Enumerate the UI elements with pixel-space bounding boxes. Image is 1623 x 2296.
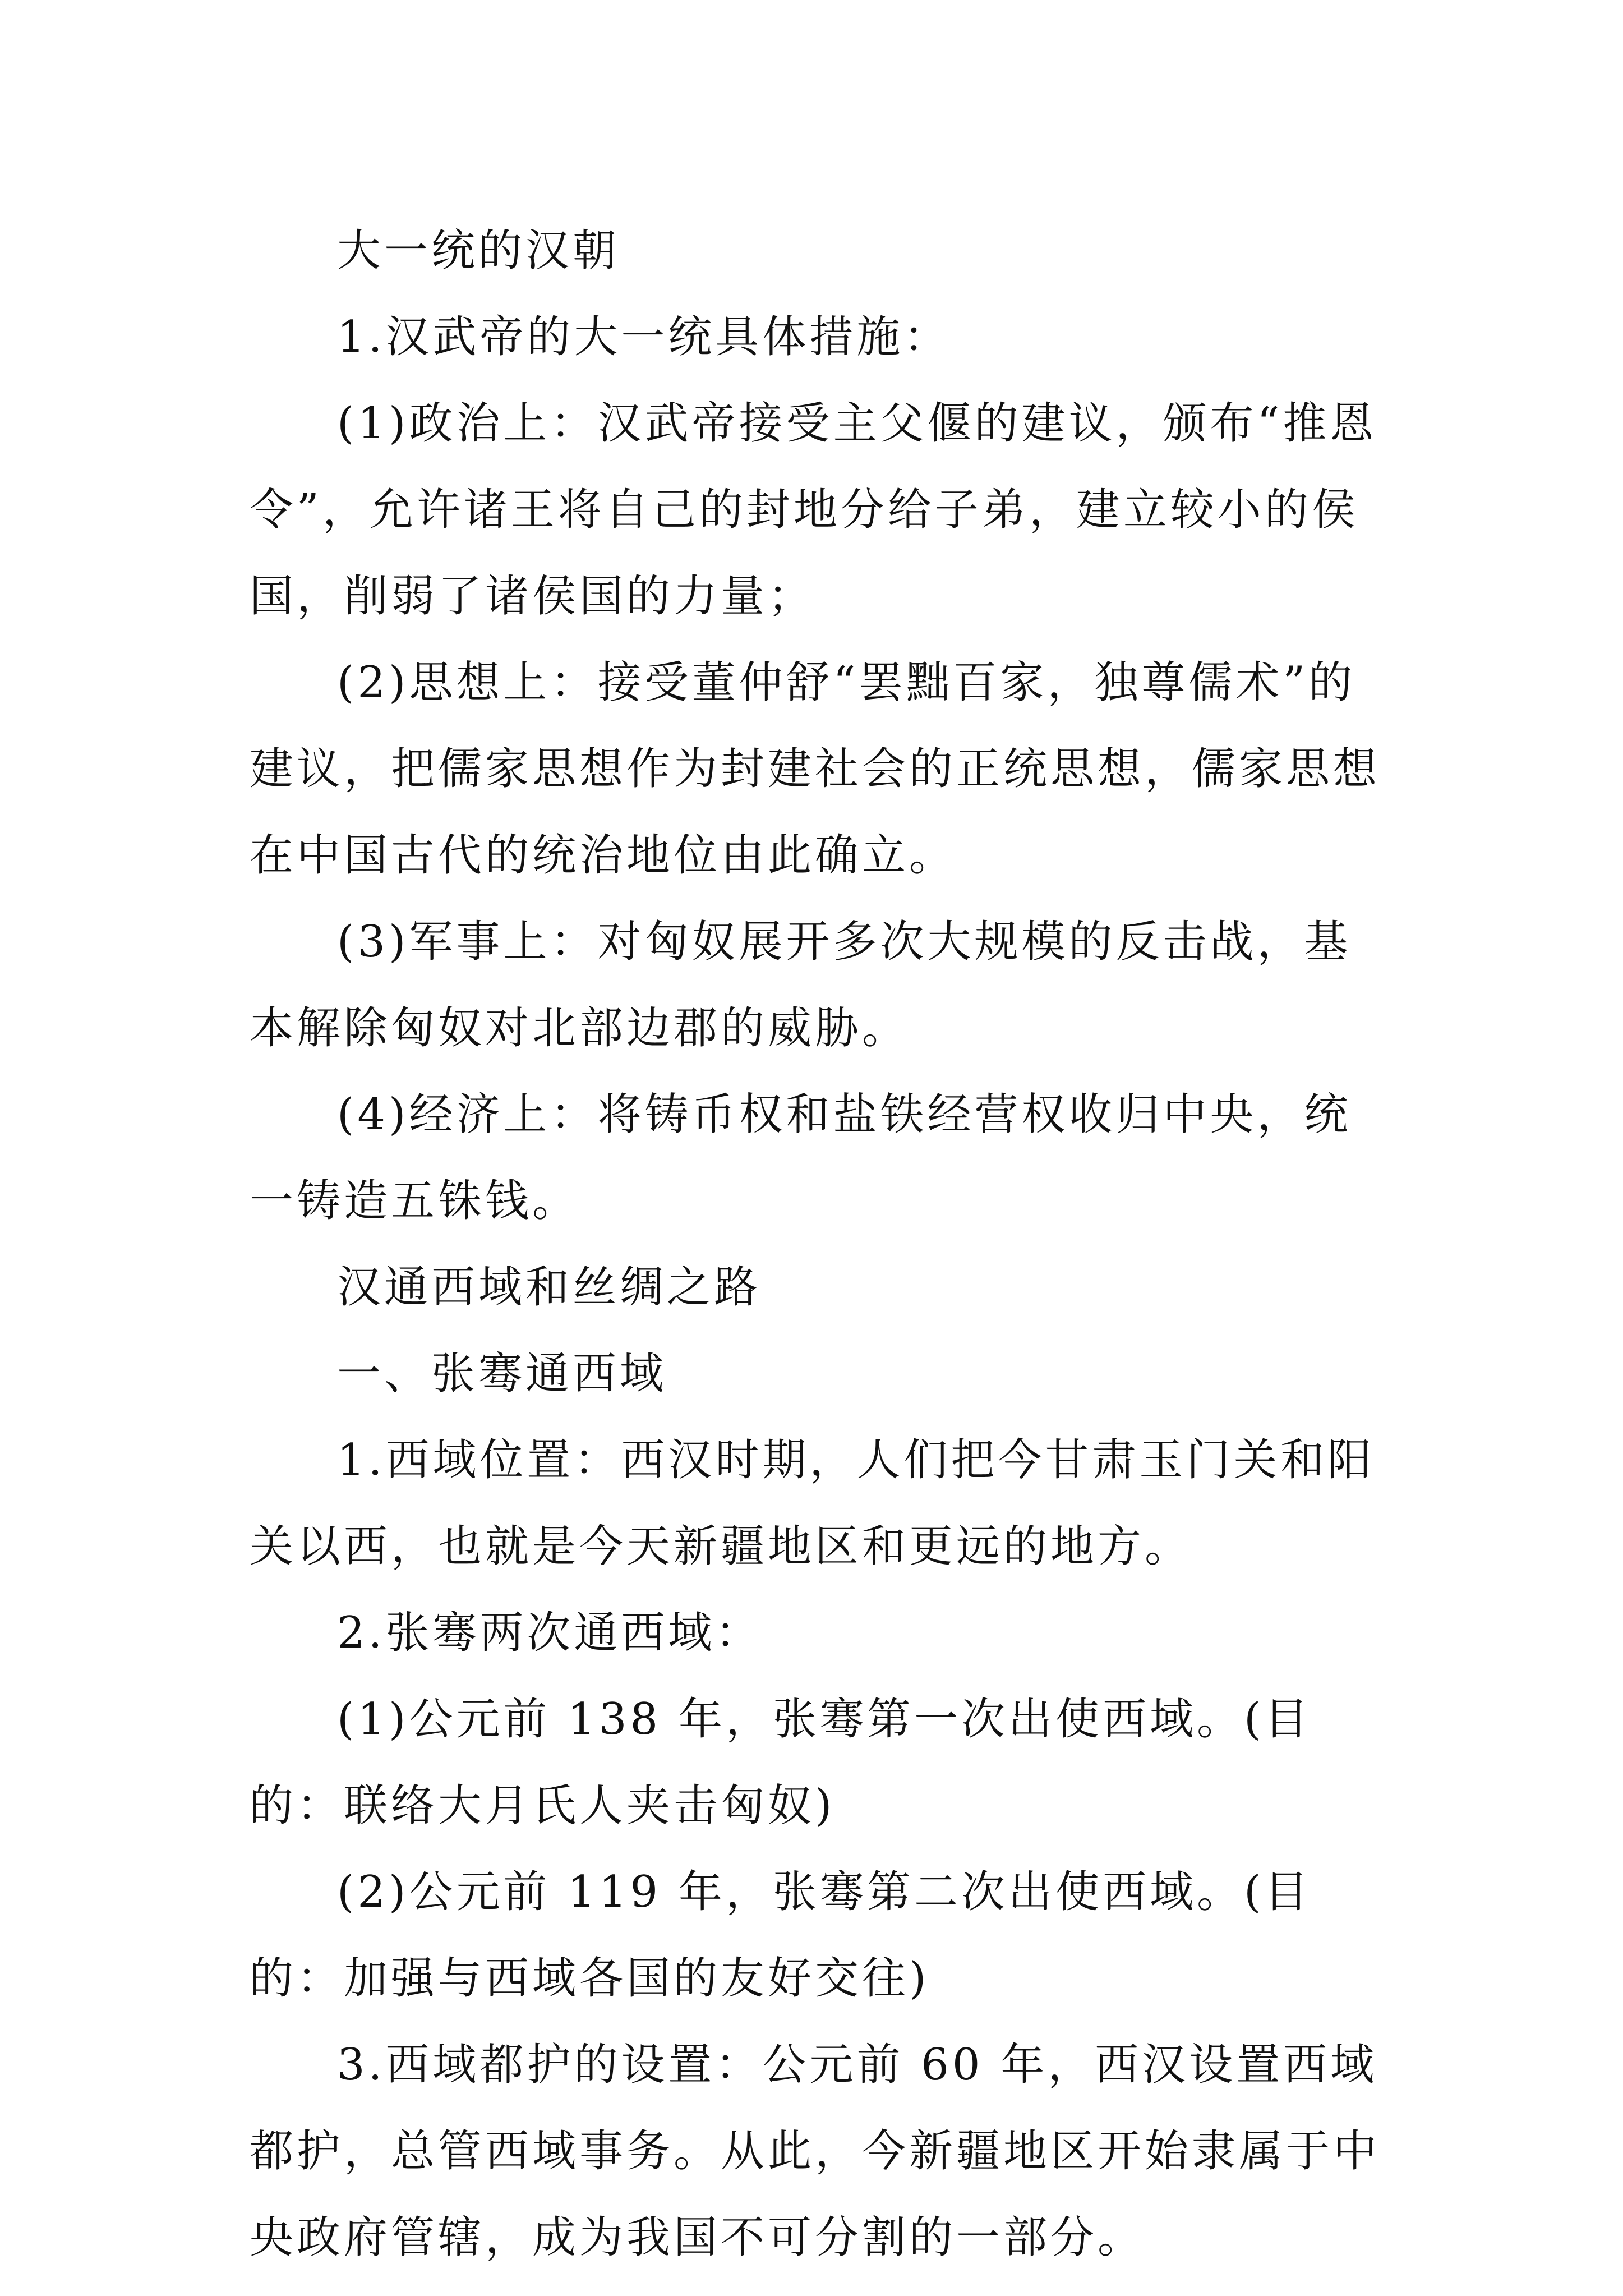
paragraph-two-missions-heading: 2.张骞两次通西域： bbox=[337, 1608, 763, 1658]
paragraph-western-regions-location: 1.西域位置：西汉时期，人们把今甘肃玉门关和阳关以西，也就是今天新疆地区和更远的地方。 bbox=[250, 1435, 1375, 1572]
subsection-heading-zhang-qian: 一、张骞通西域 bbox=[337, 1349, 667, 1399]
paragraph-measures-heading: 1.汉武帝的大一统具体措施： bbox=[337, 312, 951, 362]
paragraph-first-mission: (1)公元前 138 年，张骞第一次出使西域。(目的：联络大月氏人夹击匈奴) bbox=[250, 1694, 1312, 1831]
document-body bbox=[250, 208, 1382, 2281]
paragraph-protectorate: 3.西域都护的设置：公元前 60 年，西汉设置西域都护，总管西域事务。从此，今新疆地区开始隶属于中央政府管辖，成为我国不可分割的一部分。 bbox=[250, 2040, 1381, 2263]
section-heading-silk-road: 汉通西域和丝绸之路 bbox=[337, 1262, 762, 1313]
paragraph-ideology: (2)思想上：接受董仲舒“罢黜百家，独尊儒术”的建议，把儒家思想作为封建社会的正统思想，儒家思想在中国古代的统治地位由此确立。 bbox=[250, 657, 1381, 881]
paragraph-economy: (4)经济上：将铸币权和盐铁经营权收归中央，统一铸造五铢钱。 bbox=[250, 1089, 1352, 1226]
paragraph-military: (3)军事上：对匈奴展开多次大规模的反击战，基本解除匈奴对北部边郡的威胁。 bbox=[250, 917, 1352, 1053]
section-heading-han-unification: 大一统的汉朝 bbox=[337, 226, 620, 276]
paragraph-politics: (1)政治上：汉武帝接受主父偃的建议，颁布“推恩令”，允许诸王将自己的封地分给子弟，建立较小的侯国，削弱了诸侯国的力量； bbox=[250, 398, 1377, 622]
paragraph-second-mission: (2)公元前 119 年，张骞第二次出使西域。(目的：加强与西域各国的友好交往) bbox=[250, 1867, 1312, 2004]
